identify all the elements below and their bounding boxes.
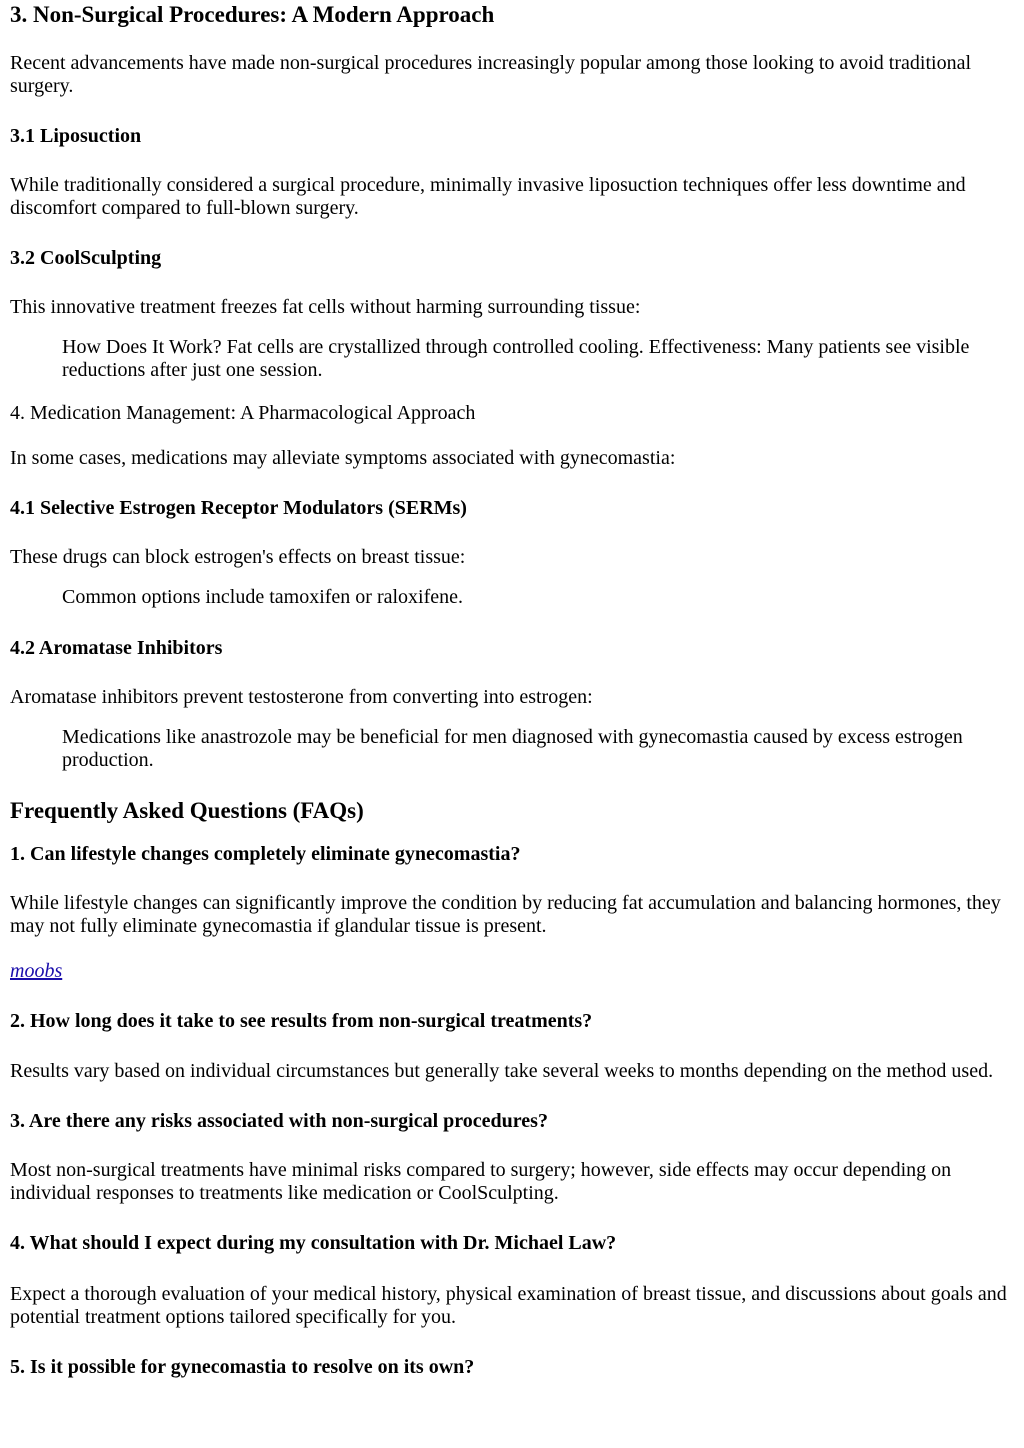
- faq-answer: Results vary based on individual circumstances but generally take several weeks to months depending on the method used.: [10, 1060, 994, 1082]
- coolsculpting-heading: 3.2 CoolSculpting: [10, 247, 162, 269]
- coolsculpting-quote: How Does It Work? Fat cells are crystallized through controlled cooling. Effectiveness: Many patients see visible reductions after just one session.: [62, 336, 970, 381]
- faq-title: Frequently Asked Questions (FAQs): [10, 798, 364, 823]
- section-4-title: 4. Medication Management: A Pharmacological Approach: [10, 402, 476, 424]
- faq-question: 4. What should I expect during my consultation with Dr. Michael Law?: [10, 1232, 617, 1254]
- liposuction-heading: 3.1 Liposuction: [10, 125, 142, 147]
- aromatase-text: Aromatase inhibitors prevent testosterone from converting into estrogen:: [10, 686, 593, 708]
- article-content: [0, 2, 1024, 1379]
- serm-text: These drugs can block estrogen's effects on breast tissue:: [10, 546, 466, 568]
- faq-question: 5. Is it possible for gynecomastia to resolve on its own?: [10, 1356, 475, 1378]
- section-3-title: 3. Non-Surgical Procedures: A Modern Approach: [10, 2, 495, 27]
- moobs-link[interactable]: moobs: [10, 960, 63, 982]
- serm-quote: Common options include tamoxifen or raloxifene.: [62, 586, 464, 608]
- section-4-intro: In some cases, medications may alleviate symptoms associated with gynecomastia:: [10, 447, 676, 469]
- section-3-intro: Recent advancements have made non-surgical procedures increasingly popular among those looking to avoid traditional surgery.: [10, 52, 972, 97]
- aromatase-heading: 4.2 Aromatase Inhibitors: [10, 637, 223, 659]
- liposuction-text: While traditionally considered a surgical procedure, minimally invasive liposuction techniques offer less downtime and discomfort compared to full-blown surgery.: [10, 174, 966, 219]
- coolsculpting-text: This innovative treatment freezes fat cells without harming surrounding tissue:: [10, 296, 641, 318]
- faq-question: 2. How long does it take to see results from non-surgical treatments?: [10, 1010, 593, 1032]
- faq-question: 3. Are there any risks associated with non-surgical procedures?: [10, 1110, 548, 1132]
- faq-question: 1. Can lifestyle changes completely eliminate gynecomastia?: [10, 843, 521, 865]
- serm-heading: 4.1 Selective Estrogen Receptor Modulators (SERMs): [10, 497, 467, 519]
- aromatase-quote: Medications like anastrozole may be beneficial for men diagnosed with gynecomastia caused by excess estrogen production.: [62, 726, 963, 771]
- faq-answer: Most non-surgical treatments have minimal risks compared to surgery; however, side effects may occur depending on individual responses to treatments like medication or CoolSculpting.: [10, 1159, 952, 1204]
- faq-answer: Expect a thorough evaluation of your medical history, physical examination of breast tissue, and discussions about goals and potential treatment options tailored specifically for you.: [10, 1283, 1007, 1328]
- faq-answer: While lifestyle changes can significantly improve the condition by reducing fat accumulation and balancing hormones, they may not fully eliminate gynecomastia if glandular tissue is present.: [10, 892, 1001, 937]
